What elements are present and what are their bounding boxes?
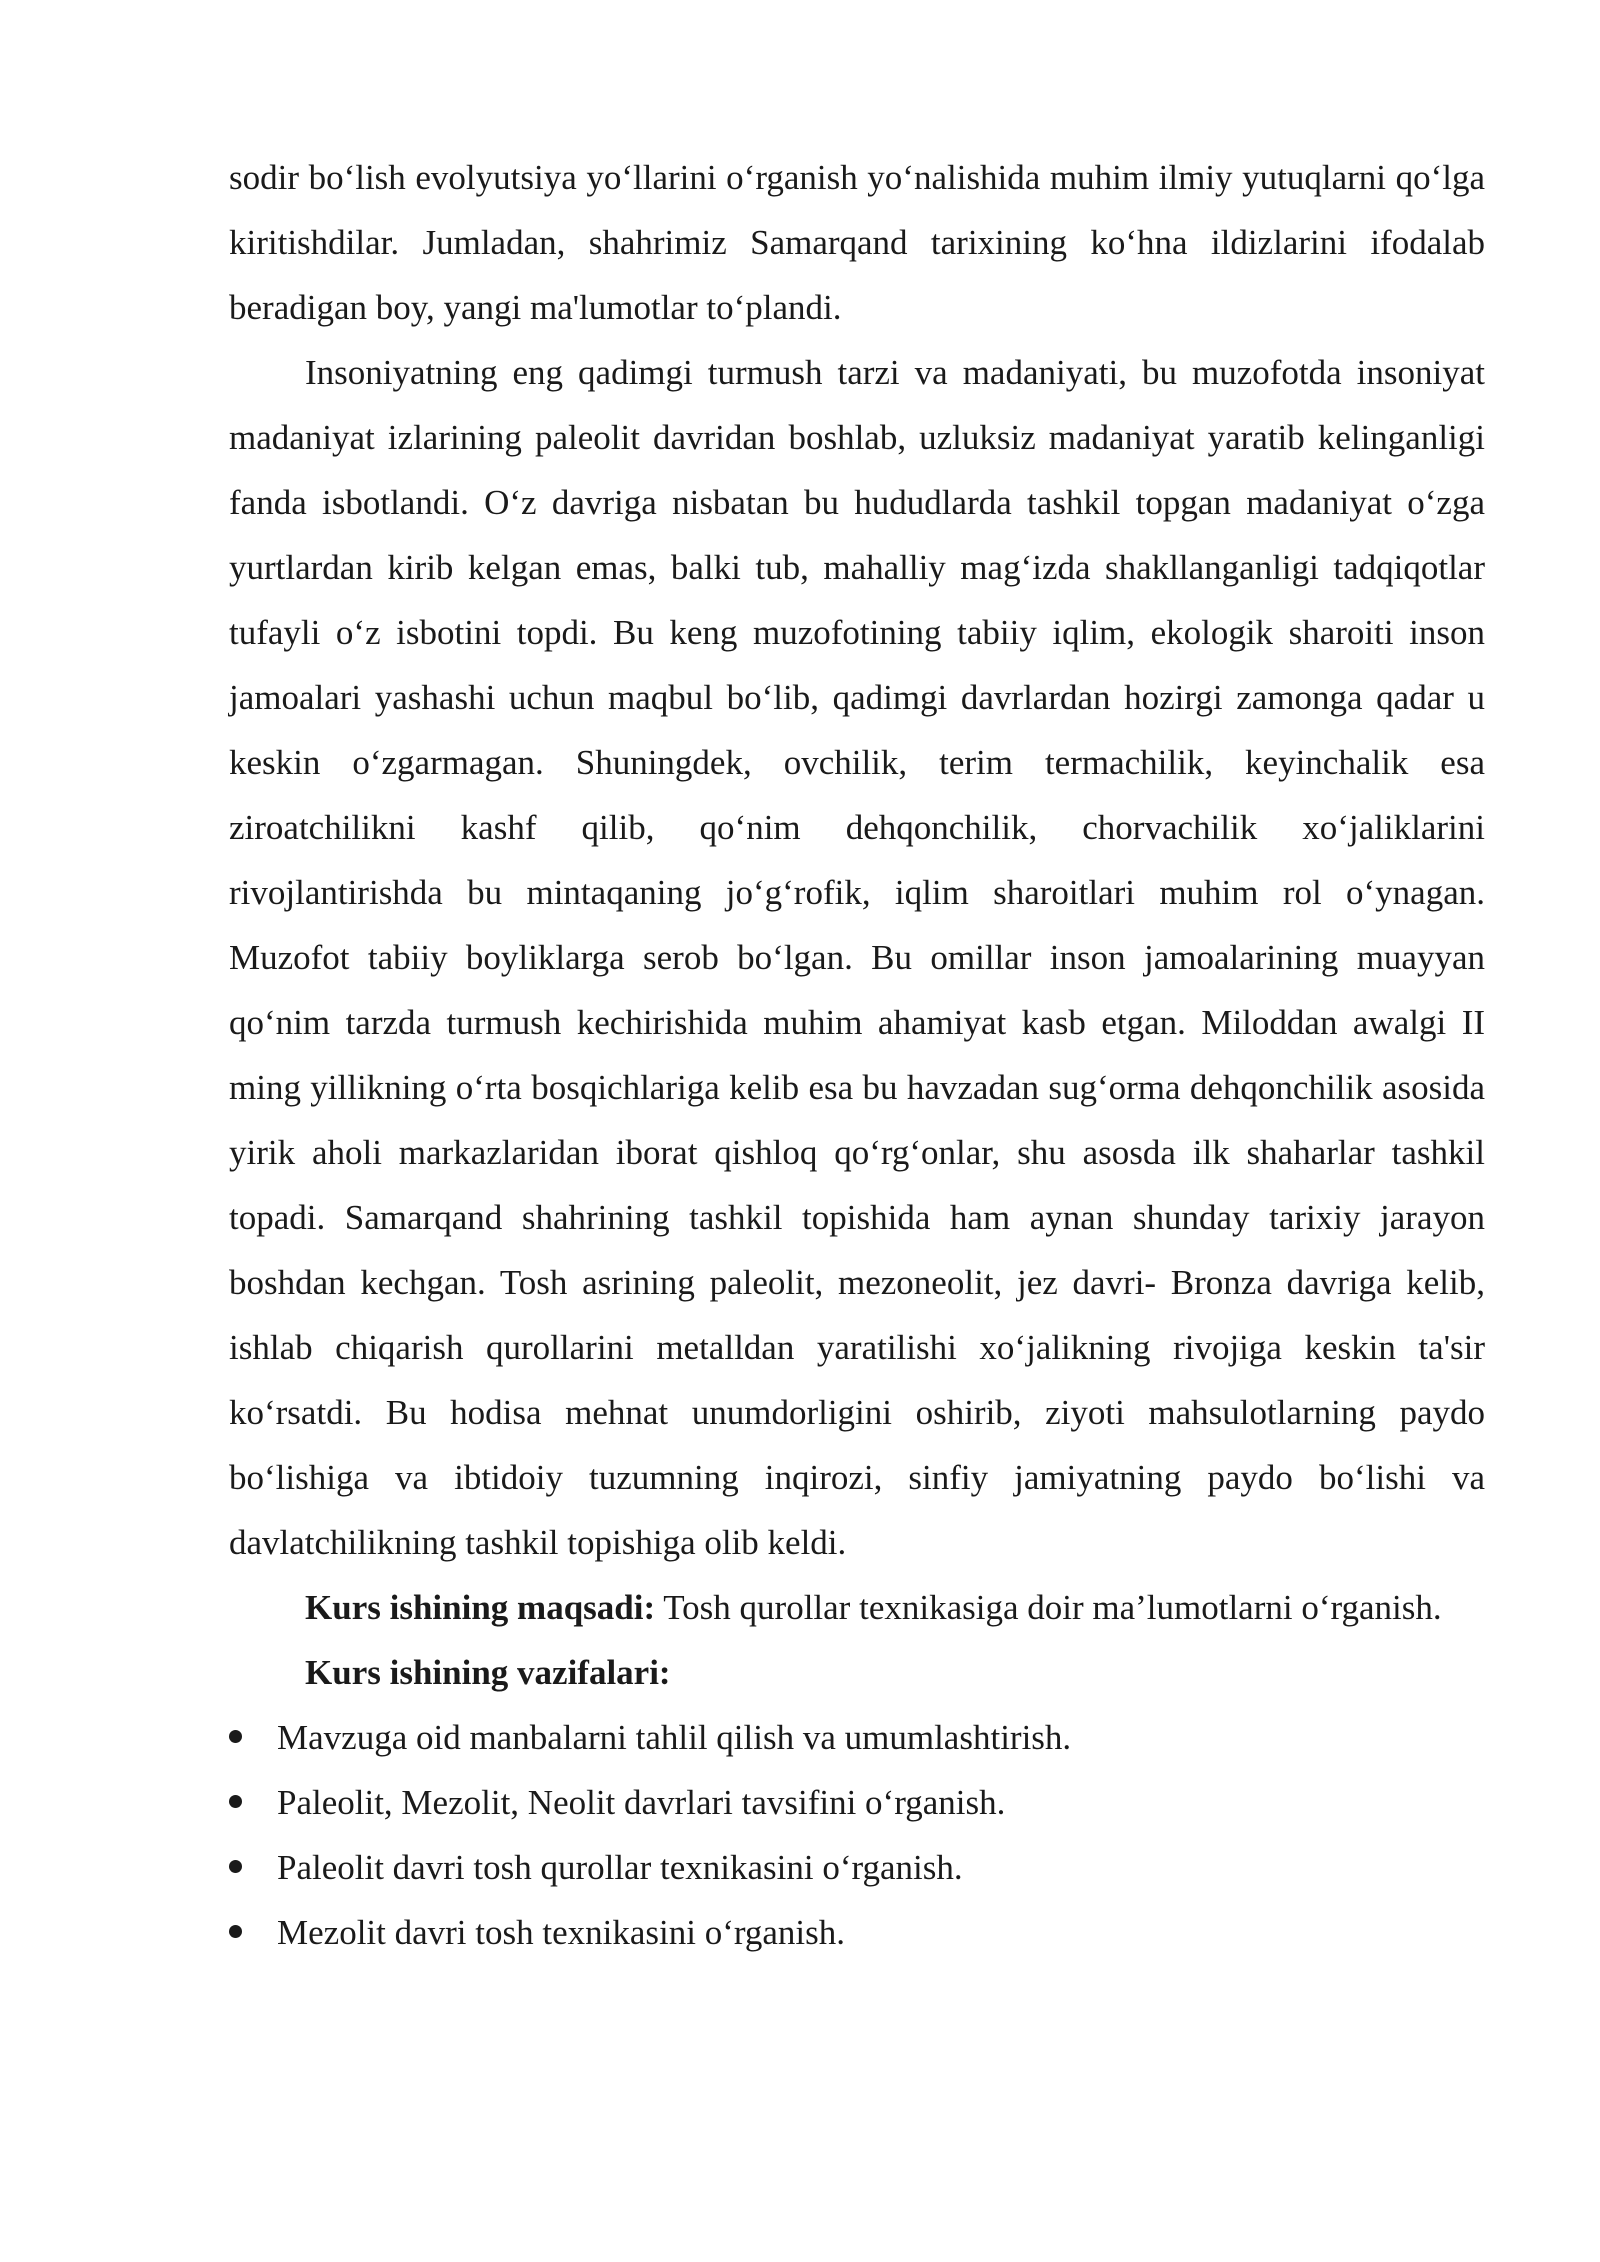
bullet-icon xyxy=(229,1860,242,1873)
bullet-icon xyxy=(229,1795,242,1808)
paragraph-history: Insoniyatning eng qadimgi turmush tarzi va madaniyati, bu muzofotda insoniyat madaniyat izlarining paleolit davridan boshlab, uzluksiz madaniyat yaratib kelinganligi fanda isbotlandi. O‘z davriga nisbatan bu hududlarda tashkil topgan madaniyat o‘zga yurtlardan kirib kelgan emas, balki tub, mahalliy mag‘izda shakllanganligi tadqiqotlar tufayli o‘z isbotini topdi. Bu keng muzofotining tabiiy iqlim, ekologik sharoiti inson jamoalari yashashi uchun maqbul bo‘lib, qadimgi davrlardan hozirgi zamonga qadar u keskin o‘zgarmagan. Shuningdek, ovchilik, terim termachilik, keyinchalik esa ziroatchilikni kashf qilib, qo‘nim dehqonchilik, chorvachilik xo‘jaliklarini rivojlantirishda bu mintaqaning jo‘g‘rofik, iqlim sharoitlari muhim rol o‘ynagan. Muzofot tabiiy boyliklarga serob bo‘lgan. Bu omillar inson jamoalarining muayyan qo‘nim tarzda turmush kechirishida muhim ahamiyat kasb etgan. Miloddan awalgi II ming yillikning o‘rta bosqichlariga kelib esa bu havzadan sug‘orma dehqonchilik asosida yirik aholi markazlaridan iborat qishloq qo‘rg‘onlar, shu asosda ilk shaharlar tashkil topadi. Samarqand shahrining tashkil topishida ham aynan shunday tarixiy jarayon boshdan kechgan. Tosh asrining paleolit, mezoneolit, jez davri- Bronza davriga kelib, ishlab chiqarish qurollarini metalldan yaratilishi xo‘jalikning rivojiga keskin ta'sir ko‘rsatdi. Bu hodisa mehnat unumdorligini oshirib, ziyoti mahsulotlarning paydo bo‘lishiga va ibtidoiy tuzumning inqirozi, sinfiy jamiyatning paydo bo‘lishi va davlatchilikning tashkil topishiga olib keldi. xyxy=(229,353,1485,1562)
paragraph-continuation: sodir bo‘lish evolyutsiya yo‘llarini o‘rganish yo‘nalishida muhim ilmiy yutuqlarni qo‘lga kiritishdilar. Jumladan, shahrimiz Samarqand tarixining ko‘hna ildizlarini ifodalab beradigan boy, yangi ma'lumotlar to‘plandi. xyxy=(229,158,1485,327)
task-text: Paleolit, Mezolit, Neolit davrlari tavsifini o‘rganish. xyxy=(277,1783,1006,1822)
task-item xyxy=(229,1705,1485,1770)
bullet-icon xyxy=(229,1925,242,1938)
tasks-heading: Kurs ishining vazifalari: xyxy=(305,1653,671,1692)
task-text: Mezolit davri tosh texnikasini o‘rganish. xyxy=(277,1913,846,1952)
document-page xyxy=(229,145,1485,1965)
paragraph-goal xyxy=(229,1575,1485,1640)
goal-label: Kurs ishining maqsadi: xyxy=(305,1588,656,1627)
task-item xyxy=(229,1900,1485,1965)
task-text: Paleolit davri tosh qurollar texnikasini o‘rganish. xyxy=(277,1848,963,1887)
task-item xyxy=(229,1770,1485,1835)
bullet-icon xyxy=(229,1730,242,1743)
task-text: Mavzuga oid manbalarni tahlil qilish va umumlashtirish. xyxy=(277,1718,1072,1757)
task-item xyxy=(229,1835,1485,1900)
goal-text: Tosh qurollar texnikasiga doir ma’lumotlarni o‘rganish. xyxy=(655,1588,1442,1627)
tasks-list xyxy=(229,1705,1485,1965)
